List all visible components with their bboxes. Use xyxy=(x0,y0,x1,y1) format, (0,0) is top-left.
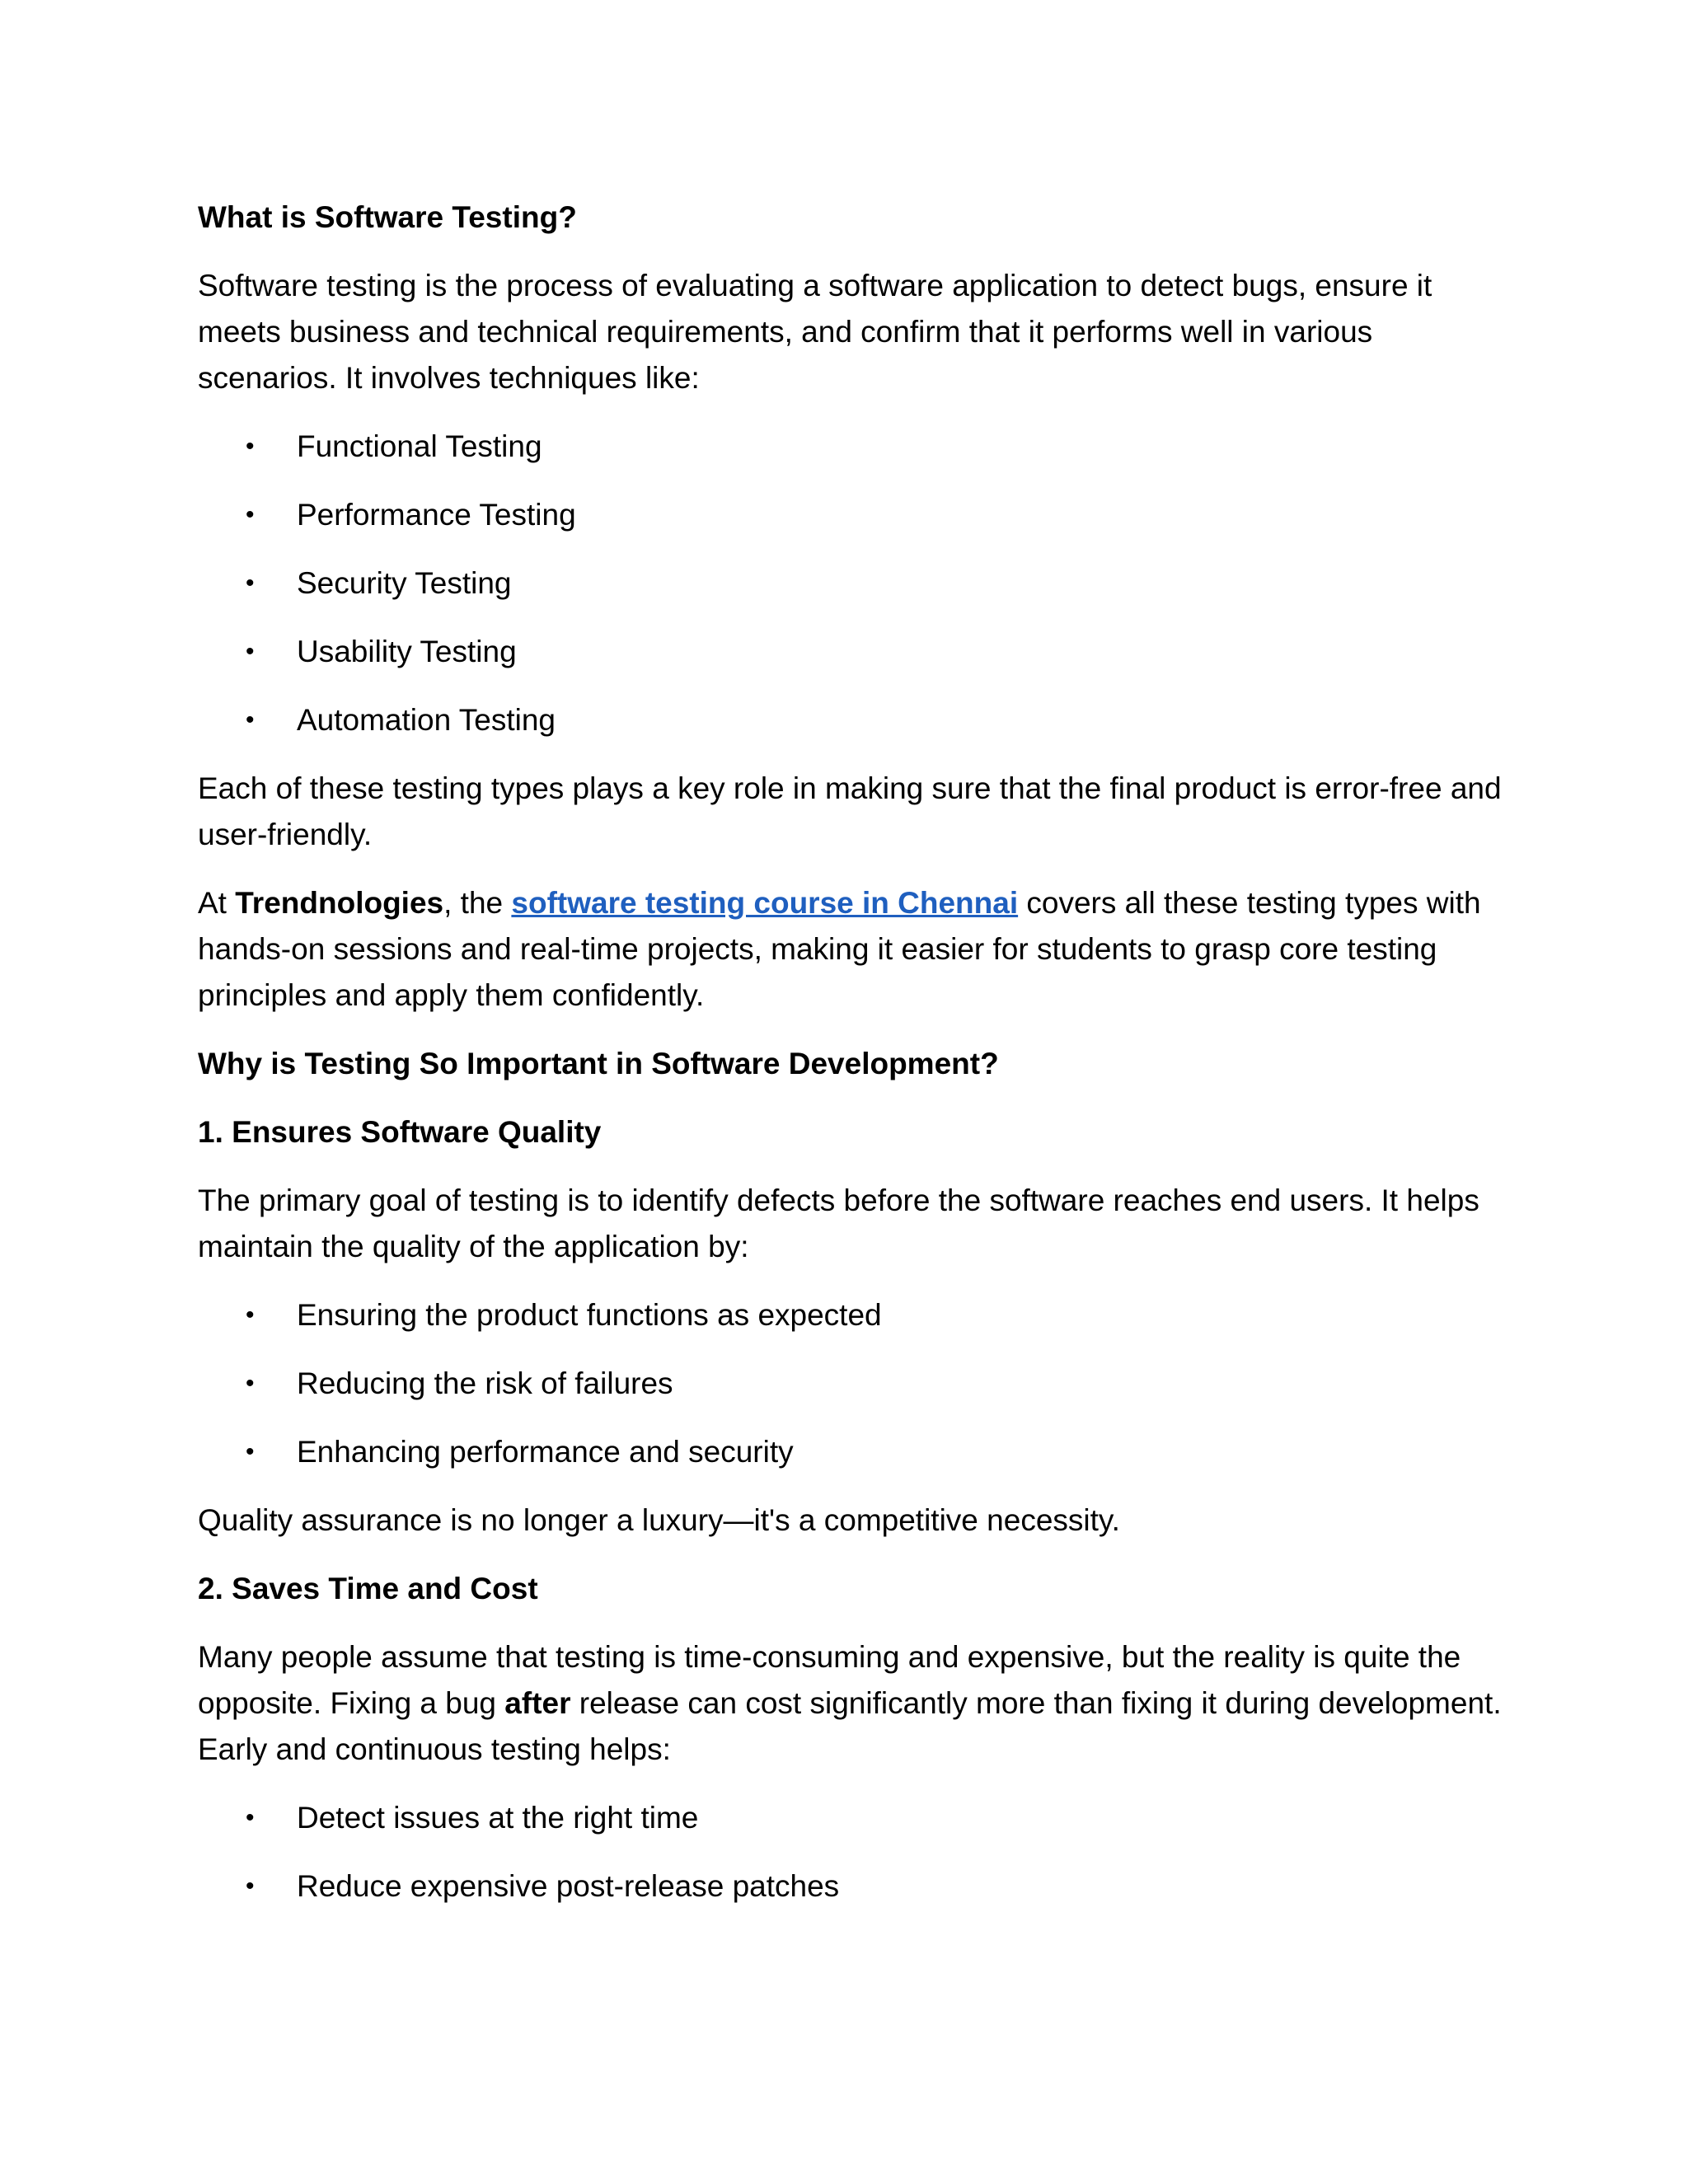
bullet-icon: • xyxy=(246,1370,255,1397)
list-item xyxy=(198,629,1517,675)
heading-what-is-software-testing: What is Software Testing? xyxy=(198,200,577,234)
section1-body: The primary goal of testing is to identify defects before the software reaches end users. It helps maintain the quality of the application by: xyxy=(198,1183,1479,1263)
list-item xyxy=(198,560,1517,607)
trend-mid: , the xyxy=(443,886,512,920)
list-item xyxy=(198,424,1517,470)
list-item-text: Ensuring the product functions as expected xyxy=(297,1298,882,1332)
document-page xyxy=(198,194,1517,1932)
course-link[interactable]: software testing course in Chennai xyxy=(511,886,1019,920)
list-item-text: Performance Testing xyxy=(297,498,576,532)
section1-closing: Quality assurance is no longer a luxury—it's a competitive necessity. xyxy=(198,1503,1120,1537)
list-item xyxy=(198,492,1517,538)
bullet-icon: • xyxy=(246,501,255,528)
intro-paragraph: Software testing is the process of evaluating a software application to detect bugs, ensure it meets business and technical requirements, and confirm that it performs well in various scenarios. It involves techniques like: xyxy=(198,269,1432,395)
early-testing-list xyxy=(198,1795,1517,1910)
section2-title: 2. Saves Time and Cost xyxy=(198,1572,538,1605)
list-item xyxy=(198,1361,1517,1407)
trend-prefix: At xyxy=(198,886,236,920)
list-item xyxy=(198,1292,1517,1338)
bullet-icon: • xyxy=(246,433,255,460)
list-item-text: Detect issues at the right time xyxy=(297,1801,699,1835)
list-item xyxy=(198,1795,1517,1841)
list-item-text: Security Testing xyxy=(297,566,512,600)
list-item-text: Functional Testing xyxy=(297,429,542,463)
bullet-icon: • xyxy=(246,569,255,597)
bullet-icon: • xyxy=(246,1804,255,1831)
section2-body-bold: after xyxy=(504,1686,571,1720)
list-item-text: Enhancing performance and security xyxy=(297,1435,794,1469)
section1-title: 1. Ensures Software Quality xyxy=(198,1115,602,1149)
list-item-text: Automation Testing xyxy=(297,703,556,737)
testing-types-list xyxy=(198,424,1517,743)
list-item-text: Usability Testing xyxy=(297,635,517,668)
bullet-icon: • xyxy=(246,1872,255,1900)
bullet-icon: • xyxy=(246,1438,255,1465)
section2-body-prefix: Many people assume that testing is time-consuming and expensive, but the reality is quite the opposite. Fixing a bug xyxy=(198,1640,1461,1720)
quality-benefits-list xyxy=(198,1292,1517,1475)
list-item-text: Reducing the risk of failures xyxy=(297,1366,673,1400)
section2-body-suffix: release can cost significantly more than fixing it during development. Early and continuous testing helps: xyxy=(198,1686,1502,1766)
trendnologies-paragraph xyxy=(198,880,1517,1019)
list-item xyxy=(198,697,1517,743)
heading-why-testing-important: Why is Testing So Important in Software Development? xyxy=(198,1047,999,1080)
brand-name: Trendnologies xyxy=(235,886,444,920)
trend-suffix: covers all these testing types with hands-on sessions and real-time projects, making it easier for students to grasp core testing principles and apply them confidently. xyxy=(198,886,1481,1012)
types-summary-paragraph: Each of these testing types plays a key role in making sure that the final product is error-free and user-friendly. xyxy=(198,771,1502,851)
list-item xyxy=(198,1429,1517,1475)
list-item-text: Reduce expensive post-release patches xyxy=(297,1869,840,1903)
bullet-icon: • xyxy=(246,638,255,665)
bullet-icon: • xyxy=(246,706,255,733)
list-item xyxy=(198,1863,1517,1910)
bullet-icon: • xyxy=(246,1301,255,1329)
section2-body xyxy=(198,1634,1517,1773)
